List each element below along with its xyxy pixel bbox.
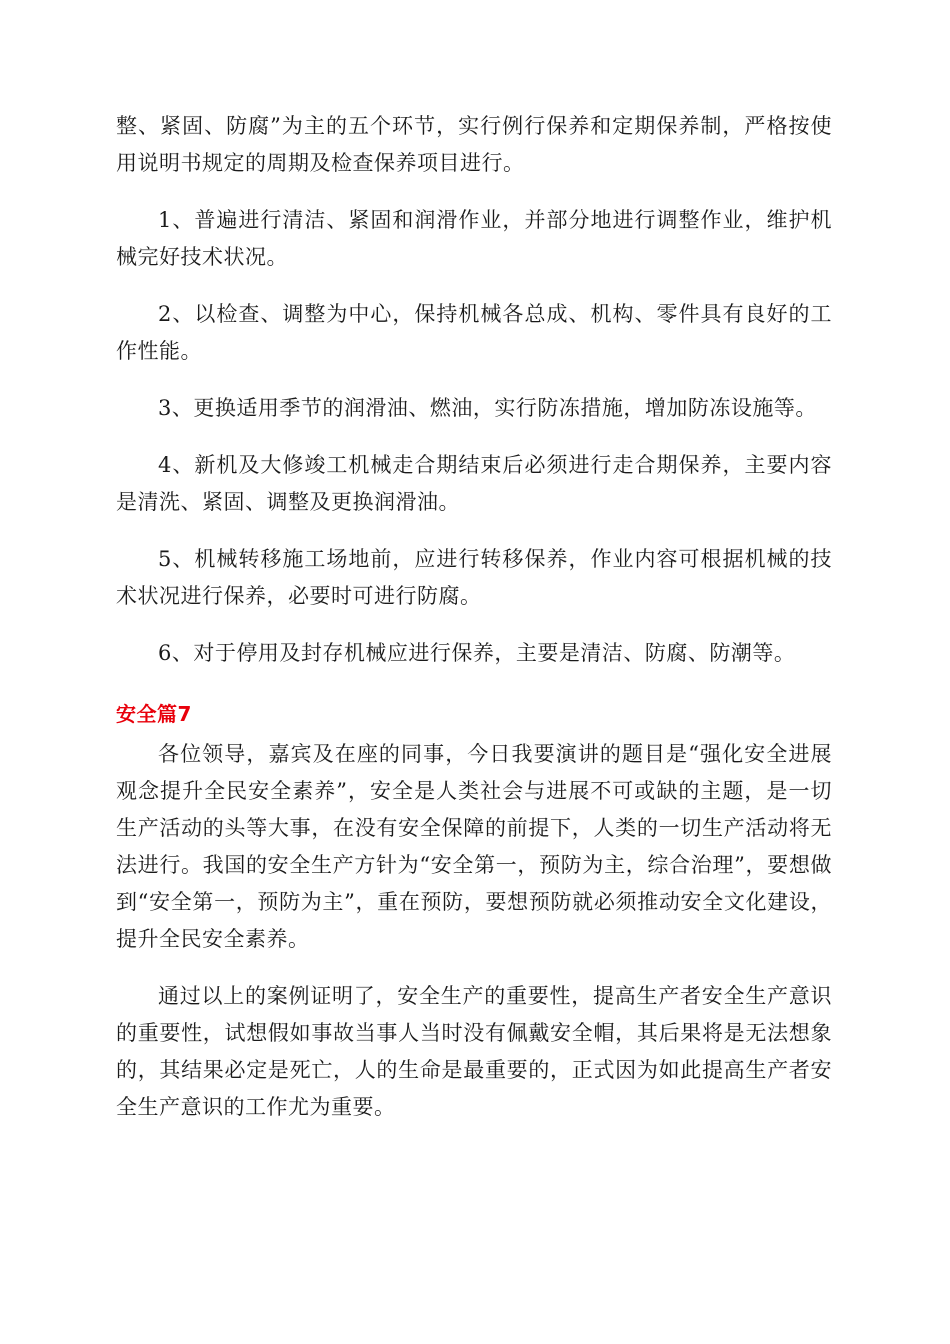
list-item-2: 2、以检查、调整为中心，保持机械各总成、机构、零件具有良好的工作性能。 — [116, 302, 832, 363]
list-item-4: 4、新机及大修竣工机械走合期结束后必须进行走合期保养，主要内容是清洗、紧固、调整及更换润滑油。 — [116, 453, 832, 514]
paragraph-continuation: 整、紧固、防腐”为主的五个环节，实行例行保养和定期保养制，严格按使用说明书规定的周期及检查保养项目进行。 — [116, 114, 832, 175]
list-item-6: 6、对于停用及封存机械应进行保养，主要是清洁、防腐、防潮等。 — [158, 641, 796, 665]
document-body — [116, 108, 832, 1146]
list-item-3: 3、更换适用季节的润滑油、燃油，实行防冻措施，增加防冻设施等。 — [158, 396, 817, 420]
list-item-1: 1、普遍进行清洁、紧固和润滑作业，并部分地进行调整作业，维护机械完好技术状况。 — [116, 208, 832, 269]
speech-paragraph-2: 通过以上的案例证明了，安全生产的重要性，提高生产者安全生产意识的重要性，试想假如事故当事人当时没有佩戴安全帽，其后果将是无法想象的，其结果必定是死亡，人的生命是最重要的，正式因为如此提高生产者安全生产意识的工作尤为重要。 — [116, 984, 832, 1119]
speech-paragraph-1: 各位领导，嘉宾及在座的同事，今日我要演讲的题目是“强化安全进展观念提升全民安全素养”，安全是人类社会与进展不可或缺的主题，是一切生产活动的头等大事，在没有安全保障的前提下，人类的一切生产活动将无法进行。我国的安全生产方针为“安全第一，预防为主，综合治理”，要想做到“安全第一，预防为主”，重在预防，要想预防就必须推动安全文化建设，提升全民安全素养。 — [116, 742, 832, 951]
list-item-5: 5、机械转移施工场地前，应进行转移保养，作业内容可根据机械的技术状况进行保养，必要时可进行防腐。 — [116, 547, 832, 608]
section-heading: 安全篇7 — [116, 702, 192, 726]
